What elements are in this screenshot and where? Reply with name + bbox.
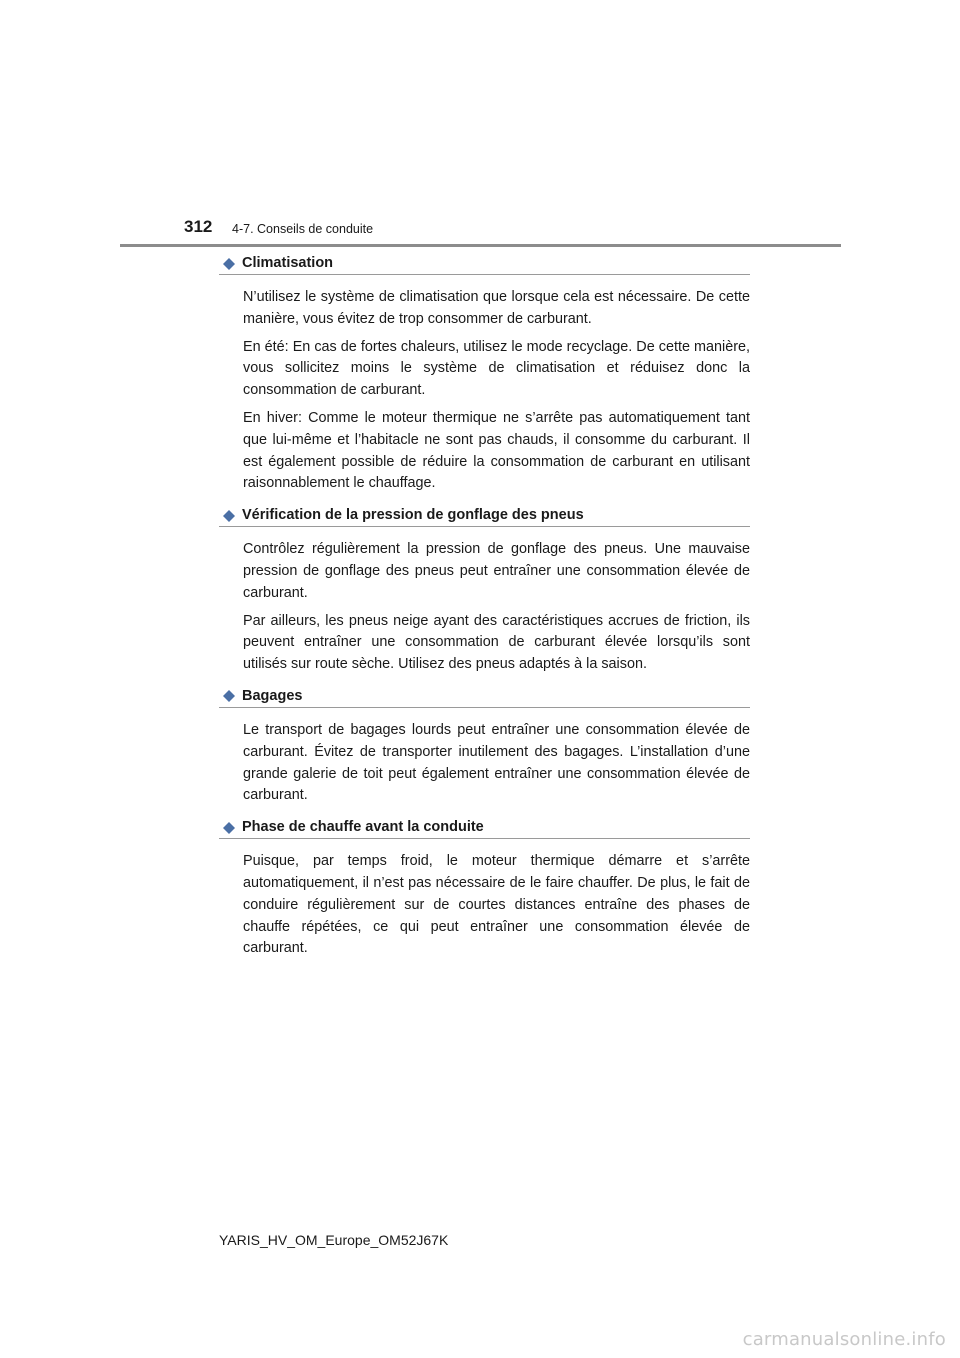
diamond-bullet-icon [223,822,235,834]
paragraph: En été: En cas de fortes chaleurs, utilisez le mode recyclage. De cette manière, vous sollicitez moins le système de climatisation et réduisez donc la consommation de carburant. [243,338,750,399]
section-heading-text: Phase de chauffe avant la conduite [242,819,484,836]
paragraph: En hiver: Comme le moteur thermique ne s’arrête pas automatiquement tant que lui-même et l’habitacle ne sont pas chauds, il consomme du carburant. Il est également possible de réduire la consommation de carburant en utilisant raisonnablement le chauffage. [243,409,750,492]
section-heading-text: Vérification de la pression de gonflage des pneus [242,507,584,524]
section-climatisation [219,253,750,495]
paragraph: N’utilisez le système de climatisation que lorsque cela est nécessaire. De cette manière, vous évitez de trop consommer de carburant. [243,289,750,327]
section-luggage [219,686,750,807]
section-heading-text: Bagages [242,687,303,704]
section-warm-up [219,817,750,960]
document-code: YARIS_HV_OM_Europe_OM52J67K [219,1232,449,1248]
diamond-bullet-icon [223,510,235,522]
section-heading [219,253,750,275]
watermark: carmanualsonline.info [742,1329,946,1350]
section-heading [219,817,750,839]
diamond-bullet-icon [223,690,235,702]
section-tire-pressure [219,505,750,676]
paragraph: Puisque, par temps froid, le moteur thermique démarre et s’arrête automatiquement, il n’est pas nécessaire de le faire chauffer. De plus, le fait de conduire régulièrement sur de courtes distances entraîne des phases de chauffe répétées, ce qui peut entraîner une consommation élevée de carburant. [243,853,750,957]
section-heading [219,686,750,708]
diamond-bullet-icon [223,258,235,270]
section-heading [219,505,750,527]
header-rule [120,244,841,247]
paragraph: Par ailleurs, les pneus neige ayant des caractéristiques accrues de friction, ils peuvent entraîner une consommation de carburant élevée lorsqu’ils sont utilisés sur route sèche. Utilisez des pneus adaptés à la saison. [243,612,750,673]
chapter-title: 4-7. Conseils de conduite [232,222,374,236]
page-number: 312 [184,217,213,236]
section-heading-text: Climatisation [242,255,334,271]
paragraph: Le transport de bagages lourds peut entraîner une consommation élevée de carburant. Évitez de transporter inutilement des bagages. L’installation d’une grande galerie de toit peut également entraîner une consommation élevée de carburant. [243,721,750,804]
page-content [219,253,750,970]
paragraph: Contrôlez régulièrement la pression de gonflage des pneus. Une mauvaise pression de gonflage des pneus peut entraîner une consommation élevée de carburant. [243,541,750,601]
